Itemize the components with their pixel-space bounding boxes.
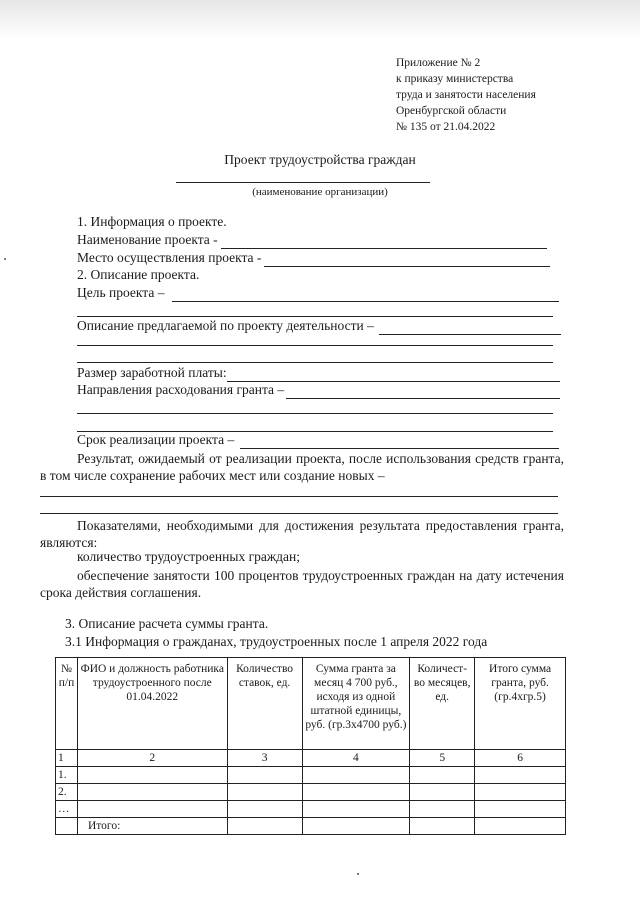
section2-heading: 2. Описание проекта. xyxy=(77,267,200,282)
header-cell: № п/п xyxy=(56,658,78,750)
table-header-row xyxy=(56,658,566,750)
grant-use-blank xyxy=(286,384,560,399)
table-cell xyxy=(475,801,566,818)
table-cell xyxy=(302,767,410,784)
table-cell xyxy=(410,818,475,835)
indicator-item-1: количество трудоустроенных граждан; xyxy=(77,549,301,564)
header-cell: Количест-во месяцев, ед. xyxy=(410,658,475,750)
header-cell: ФИО и должность работника трудоустроенного после 01.04.2022 xyxy=(77,658,227,750)
org-name-blank xyxy=(176,182,430,183)
column-number-cell: 3 xyxy=(227,750,302,767)
table-cell xyxy=(302,784,410,801)
table-cell xyxy=(410,767,475,784)
project-place-blank xyxy=(264,252,550,267)
table-row xyxy=(56,784,566,801)
row-number-cell: 2. xyxy=(56,784,78,801)
goal-label: Цель проекта – xyxy=(77,285,165,300)
appendix-block xyxy=(396,55,536,135)
activity-label: Описание предлагаемой по проекту деятельности – xyxy=(77,318,374,333)
activity-blank-3 xyxy=(77,362,553,363)
project-name-blank xyxy=(221,234,547,249)
scan-speck xyxy=(357,873,359,875)
row-number-cell: 1. xyxy=(56,767,78,784)
table-cell xyxy=(475,767,566,784)
indicator-item-2: обеспечение занятости 100 процентов трудоустроенных граждан на дату истечения срока действия соглашения. xyxy=(40,568,564,600)
grant-use-row xyxy=(77,381,560,399)
appendix-line: № 135 от 21.04.2022 xyxy=(396,121,496,133)
header-cell: Количество ставок, ед. xyxy=(227,658,302,750)
row-number-cell: … xyxy=(56,801,78,818)
salary-blank xyxy=(227,367,560,382)
table-cell xyxy=(475,818,566,835)
project-name-label: Наименование проекта - xyxy=(77,232,218,247)
table-cell xyxy=(77,767,227,784)
table-cell xyxy=(410,784,475,801)
activity-row xyxy=(77,317,561,335)
expected-result-blank-2 xyxy=(40,513,558,514)
column-number-cell: 1 xyxy=(56,750,78,767)
column-number-cell: 5 xyxy=(410,750,475,767)
indicators-intro: Показателями, необходимыми для достижения результата предоставления гранта, являются: xyxy=(40,518,564,550)
appendix-line: к приказу министерства xyxy=(396,73,514,85)
document-title: Проект трудоустройства граждан xyxy=(224,152,416,167)
table-row xyxy=(56,801,566,818)
salary-label: Размер заработной платы: xyxy=(77,365,227,380)
column-number-row xyxy=(56,750,566,767)
activity-blank-2 xyxy=(77,345,553,346)
table-cell xyxy=(227,818,302,835)
column-number-cell: 4 xyxy=(302,750,410,767)
goal-row xyxy=(77,284,559,302)
table-cell xyxy=(77,801,227,818)
table-cell xyxy=(475,784,566,801)
expected-result-blank-1 xyxy=(40,496,558,497)
column-number-cell: 2 xyxy=(77,750,227,767)
section1-heading: 1. Информация о проекте. xyxy=(77,214,227,229)
scan-speck xyxy=(4,258,6,260)
expected-result-text: Результат, ожидаемый от реализации проекта, после использования средств гранта, в том числе сохранение рабочих мест или создание новых – xyxy=(40,451,564,483)
term-label: Срок реализации проекта – xyxy=(77,432,235,447)
table-cell xyxy=(227,801,302,818)
scan-shadow xyxy=(0,0,640,40)
table-cell xyxy=(410,801,475,818)
column-number-cell: 6 xyxy=(475,750,566,767)
header-cell: Итого сумма гранта, руб. (гр.4хгр.5) xyxy=(475,658,566,750)
grant-use-label: Направления расходования гранта – xyxy=(77,382,285,397)
term-blank xyxy=(240,434,559,449)
table-cell xyxy=(56,818,78,835)
project-place-label: Место осуществления проекта - xyxy=(77,250,262,265)
section3-subheading: 3.1 Информация о гражданах, трудоустроенных после 1 апреля 2022 года xyxy=(65,634,488,649)
table-row xyxy=(56,767,566,784)
term-row xyxy=(77,431,559,449)
section3-heading: 3. Описание расчета суммы гранта. xyxy=(65,616,269,631)
appendix-line: Приложение № 2 xyxy=(396,57,481,69)
org-name-caption: (наименование организации) xyxy=(252,186,388,198)
goal-blank xyxy=(172,287,559,302)
grant-use-blank-2 xyxy=(77,413,553,414)
total-row xyxy=(56,818,566,835)
grant-calculation-table xyxy=(55,657,566,835)
table-cell xyxy=(227,784,302,801)
project-name-row xyxy=(77,231,547,249)
header-cell: Сумма гранта за месяц 4 700 руб., исходя из одной штатной единицы, руб. (гр.3х4700 руб.) xyxy=(302,658,410,750)
table-cell xyxy=(302,801,410,818)
project-place-row xyxy=(77,249,550,267)
table-cell xyxy=(77,784,227,801)
total-label-cell: Итого: xyxy=(77,818,227,835)
table-cell xyxy=(227,767,302,784)
table-cell xyxy=(302,818,410,835)
salary-row xyxy=(77,364,560,382)
appendix-line: труда и занятости населения xyxy=(396,89,536,101)
activity-blank xyxy=(379,320,561,335)
appendix-line: Оренбургской области xyxy=(396,105,507,117)
